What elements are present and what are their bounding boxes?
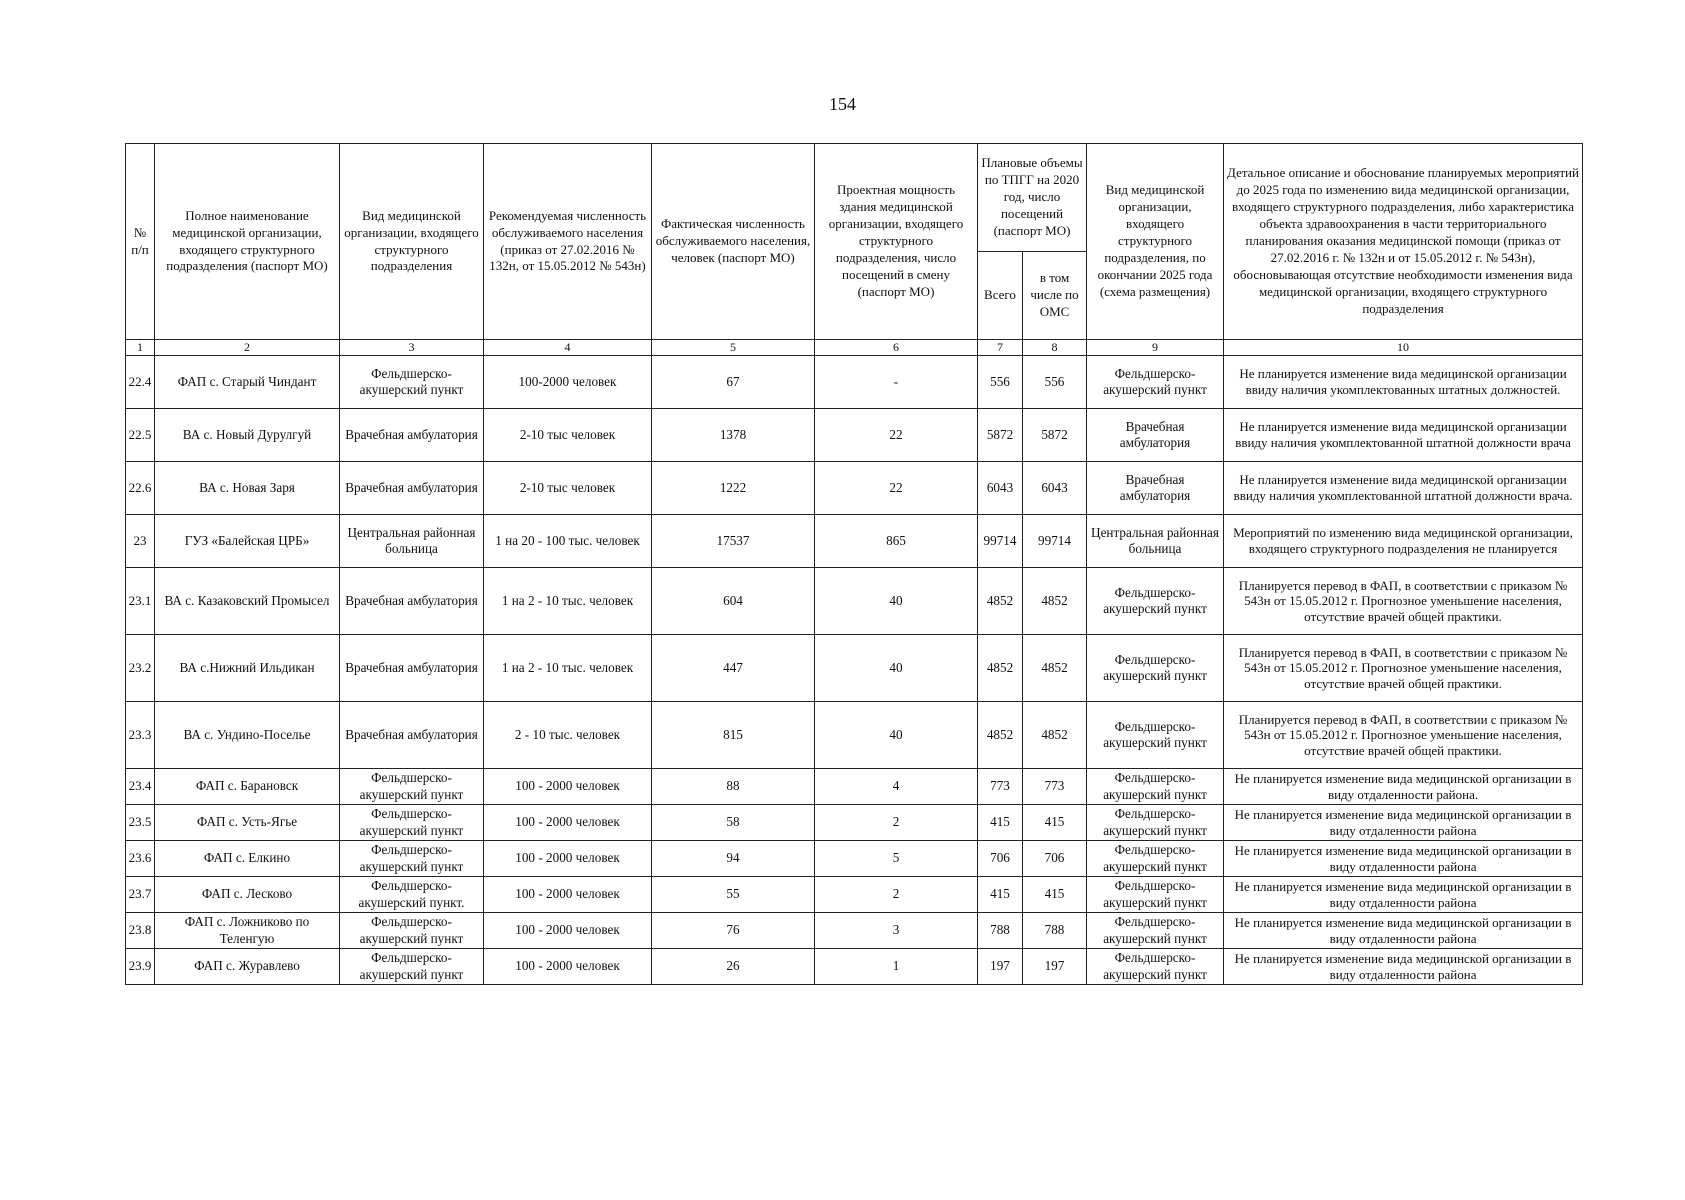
row-type-2025: Врачебная амбулатория <box>1087 409 1224 462</box>
row-description: Не планируется изменение вида медицинской организации в виду отдаленности района. <box>1224 769 1583 805</box>
row-number: 22.4 <box>126 356 155 409</box>
row-description: Не планируется изменение вида медицинской организации в виду отдаленности района <box>1224 877 1583 913</box>
row-recommended: 1 на 2 - 10 тыс. человек <box>484 635 652 702</box>
row-description: Не планируется изменение вида медицинской организации в виду отдаленности района <box>1224 913 1583 949</box>
row-actual: 604 <box>652 568 815 635</box>
row-type-2025: Фельдшерско-акушерский пункт <box>1087 805 1224 841</box>
row-oms: 788 <box>1023 913 1087 949</box>
header-type: Вид медицинской организации, входящего структурного подразделения <box>340 144 484 340</box>
row-type: Центральная районная больница <box>340 515 484 568</box>
row-name: ВА с. Казаковский Промысел <box>155 568 340 635</box>
row-description: Планируется перевод в ФАП, в соответствии с приказом № 543н от 15.05.2012 г. Прогнозное уменьшение населения, отсутствие врачей общей практики. <box>1224 702 1583 769</box>
row-type: Врачебная амбулатория <box>340 568 484 635</box>
row-type: Врачебная амбулатория <box>340 409 484 462</box>
row-description: Не планируется изменение вида медицинской организации ввиду наличия укомплектованной штатной должности врача <box>1224 409 1583 462</box>
table-row <box>126 515 1583 568</box>
row-type: Фельдшерско-акушерский пункт. <box>340 877 484 913</box>
row-total: 773 <box>978 769 1023 805</box>
row-oms: 773 <box>1023 769 1087 805</box>
row-type: Врачебная амбулатория <box>340 702 484 769</box>
column-number: 7 <box>978 340 1023 356</box>
row-name: ВА с. Ундино-Поселье <box>155 702 340 769</box>
row-type-2025: Центральная районная больница <box>1087 515 1224 568</box>
row-capacity: 2 <box>815 877 978 913</box>
row-oms: 5872 <box>1023 409 1087 462</box>
row-description: Не планируется изменение вида медицинской организации ввиду наличия укомплектованных штатных должностей. <box>1224 356 1583 409</box>
row-recommended: 2-10 тыс человек <box>484 462 652 515</box>
row-type-2025: Фельдшерско-акушерский пункт <box>1087 356 1224 409</box>
row-oms: 4852 <box>1023 702 1087 769</box>
table-row <box>126 913 1583 949</box>
row-capacity: 22 <box>815 409 978 462</box>
row-type: Фельдшерско-акушерский пункт <box>340 913 484 949</box>
row-total: 415 <box>978 877 1023 913</box>
row-oms: 415 <box>1023 877 1087 913</box>
header-oms: в том числе по ОМС <box>1023 252 1087 340</box>
column-number: 5 <box>652 340 815 356</box>
row-number: 23.4 <box>126 769 155 805</box>
row-type-2025: Фельдшерско-акушерский пункт <box>1087 949 1224 985</box>
row-recommended: 2 - 10 тыс. человек <box>484 702 652 769</box>
header-num: № п/п <box>126 144 155 340</box>
row-name: ФАП с. Старый Чиндант <box>155 356 340 409</box>
row-capacity: 865 <box>815 515 978 568</box>
row-description: Мероприятий по изменению вида медицинской организации, входящего структурного подразделения не планируется <box>1224 515 1583 568</box>
row-number: 23.7 <box>126 877 155 913</box>
row-type-2025: Фельдшерско-акушерский пункт <box>1087 769 1224 805</box>
row-name: ВА с. Новая Заря <box>155 462 340 515</box>
header-actual: Фактическая численность обслуживаемого населения, человек (паспорт МО) <box>652 144 815 340</box>
row-description: Не планируется изменение вида медицинской организации в виду отдаленности района <box>1224 805 1583 841</box>
row-total: 6043 <box>978 462 1023 515</box>
row-type: Фельдшерско-акушерский пункт <box>340 769 484 805</box>
row-recommended: 100 - 2000 человек <box>484 841 652 877</box>
row-description: Планируется перевод в ФАП, в соответствии с приказом № 543н от 15.05.2012 г. Прогнозное уменьшение населения, отсутствие врачей общей практики. <box>1224 568 1583 635</box>
row-type-2025: Фельдшерско-акушерский пункт <box>1087 635 1224 702</box>
row-type: Фельдшерско-акушерский пункт <box>340 841 484 877</box>
row-name: ФАП с. Барановск <box>155 769 340 805</box>
column-number: 4 <box>484 340 652 356</box>
column-number: 6 <box>815 340 978 356</box>
table-row <box>126 841 1583 877</box>
row-actual: 76 <box>652 913 815 949</box>
header-name: Полное наименование медицинской организации, входящего структурного подразделения (паспорт МО) <box>155 144 340 340</box>
row-oms: 706 <box>1023 841 1087 877</box>
row-recommended: 100 - 2000 человек <box>484 877 652 913</box>
row-name: ФАП с. Лесково <box>155 877 340 913</box>
header-total: Всего <box>978 252 1023 340</box>
row-actual: 67 <box>652 356 815 409</box>
row-name: ФАП с. Елкино <box>155 841 340 877</box>
row-number: 23.5 <box>126 805 155 841</box>
row-name: ВА с. Новый Дурулгуй <box>155 409 340 462</box>
table-row <box>126 702 1583 769</box>
row-number: 23 <box>126 515 155 568</box>
row-type-2025: Фельдшерско-акушерский пункт <box>1087 841 1224 877</box>
row-total: 706 <box>978 841 1023 877</box>
row-oms: 4852 <box>1023 568 1087 635</box>
row-recommended: 100 - 2000 человек <box>484 805 652 841</box>
row-capacity: 22 <box>815 462 978 515</box>
row-description: Не планируется изменение вида медицинской организации ввиду наличия укомплектованной штатной должности врача. <box>1224 462 1583 515</box>
table-row <box>126 409 1583 462</box>
row-oms: 99714 <box>1023 515 1087 568</box>
row-recommended: 100 - 2000 человек <box>484 949 652 985</box>
header-type-2025: Вид медицинской организации, входящего структурного подразделения, по окончании 2025 года (схема размещения) <box>1087 144 1224 340</box>
row-oms: 6043 <box>1023 462 1087 515</box>
column-number: 2 <box>155 340 340 356</box>
row-type-2025: Фельдшерско-акушерский пункт <box>1087 913 1224 949</box>
row-number: 22.5 <box>126 409 155 462</box>
row-actual: 58 <box>652 805 815 841</box>
column-numbers-row <box>126 340 1583 356</box>
row-total: 788 <box>978 913 1023 949</box>
row-type: Фельдшерско-акушерский пункт <box>340 356 484 409</box>
row-capacity: 40 <box>815 702 978 769</box>
row-description: Не планируется изменение вида медицинской организации в виду отдаленности района <box>1224 949 1583 985</box>
header-planned-volumes: Плановые объемы по ТПГГ на 2020 год, число посещений (паспорт МО) <box>978 144 1087 252</box>
table-row <box>126 356 1583 409</box>
row-actual: 1222 <box>652 462 815 515</box>
header-capacity: Проектная мощность здания медицинской организации, входящего структурного подразделения, число посещений в смену (паспорт МО) <box>815 144 978 340</box>
table-row <box>126 568 1583 635</box>
row-oms: 197 <box>1023 949 1087 985</box>
row-actual: 1378 <box>652 409 815 462</box>
table-row <box>126 877 1583 913</box>
row-actual: 815 <box>652 702 815 769</box>
row-capacity: - <box>815 356 978 409</box>
row-number: 23.2 <box>126 635 155 702</box>
row-total: 99714 <box>978 515 1023 568</box>
row-number: 23.3 <box>126 702 155 769</box>
row-actual: 94 <box>652 841 815 877</box>
page-number: 154 <box>829 94 856 114</box>
header-description: Детальное описание и обоснование планируемых мероприятий до 2025 года по изменению вида медицинской организации, входящего структурного подразделения, либо характеристика объекта здравоохранения в части территориального планирования оказания медицинской помощи (приказ от 27.02.2016 г. № 132н и от 15.05.2012 г. № 543н), обосновывающая отсутствие необходимости изменения вида медицинской организации, входящего структурного подразделения <box>1224 144 1583 340</box>
facilities-table <box>125 143 1583 985</box>
row-capacity: 3 <box>815 913 978 949</box>
row-capacity: 40 <box>815 568 978 635</box>
row-total: 4852 <box>978 702 1023 769</box>
row-actual: 88 <box>652 769 815 805</box>
row-actual: 17537 <box>652 515 815 568</box>
row-total: 5872 <box>978 409 1023 462</box>
row-total: 197 <box>978 949 1023 985</box>
row-type: Врачебная амбулатория <box>340 462 484 515</box>
row-type: Фельдшерско-акушерский пункт <box>340 949 484 985</box>
table-row <box>126 635 1583 702</box>
row-description: Планируется перевод в ФАП, в соответствии с приказом № 543н от 15.05.2012 г. Прогнозное уменьшение населения, отсутствие врачей общей практики. <box>1224 635 1583 702</box>
column-number: 3 <box>340 340 484 356</box>
row-capacity: 4 <box>815 769 978 805</box>
table-row <box>126 805 1583 841</box>
row-type-2025: Врачебная амбулатория <box>1087 462 1224 515</box>
row-type-2025: Фельдшерско-акушерский пункт <box>1087 568 1224 635</box>
row-number: 22.6 <box>126 462 155 515</box>
row-name: ФАП с. Усть-Ягье <box>155 805 340 841</box>
row-name: ВА с.Нижний Ильдикан <box>155 635 340 702</box>
row-actual: 26 <box>652 949 815 985</box>
row-capacity: 2 <box>815 805 978 841</box>
row-oms: 415 <box>1023 805 1087 841</box>
row-actual: 447 <box>652 635 815 702</box>
row-type-2025: Фельдшерско-акушерский пункт <box>1087 702 1224 769</box>
row-recommended: 100 - 2000 человек <box>484 769 652 805</box>
row-number: 23.9 <box>126 949 155 985</box>
row-capacity: 40 <box>815 635 978 702</box>
table-row <box>126 769 1583 805</box>
row-number: 23.6 <box>126 841 155 877</box>
table-row <box>126 949 1583 985</box>
row-name: ФАП с. Ложниково по Теленгую <box>155 913 340 949</box>
row-description: Не планируется изменение вида медицинской организации в виду отдаленности района <box>1224 841 1583 877</box>
column-number: 10 <box>1224 340 1583 356</box>
row-capacity: 1 <box>815 949 978 985</box>
row-recommended: 1 на 20 - 100 тыс. человек <box>484 515 652 568</box>
column-number: 1 <box>126 340 155 356</box>
row-name: ГУЗ «Балейская ЦРБ» <box>155 515 340 568</box>
column-number: 9 <box>1087 340 1224 356</box>
column-number: 8 <box>1023 340 1087 356</box>
row-type: Врачебная амбулатория <box>340 635 484 702</box>
row-oms: 4852 <box>1023 635 1087 702</box>
row-total: 4852 <box>978 568 1023 635</box>
table-row <box>126 462 1583 515</box>
row-total: 415 <box>978 805 1023 841</box>
row-total: 4852 <box>978 635 1023 702</box>
row-recommended: 1 на 2 - 10 тыс. человек <box>484 568 652 635</box>
row-recommended: 2-10 тыс человек <box>484 409 652 462</box>
row-number: 23.8 <box>126 913 155 949</box>
row-recommended: 100 - 2000 человек <box>484 913 652 949</box>
row-oms: 556 <box>1023 356 1087 409</box>
row-recommended: 100-2000 человек <box>484 356 652 409</box>
row-type: Фельдшерско-акушерский пункт <box>340 805 484 841</box>
row-name: ФАП с. Журавлево <box>155 949 340 985</box>
row-number: 23.1 <box>126 568 155 635</box>
row-type-2025: Фельдшерско-акушерский пункт <box>1087 877 1224 913</box>
row-capacity: 5 <box>815 841 978 877</box>
row-actual: 55 <box>652 877 815 913</box>
row-total: 556 <box>978 356 1023 409</box>
header-recommended: Рекомендуемая численность обслуживаемого населения (приказ от 27.02.2016 № 132н, от 15.05.2012 № 543н) <box>484 144 652 340</box>
